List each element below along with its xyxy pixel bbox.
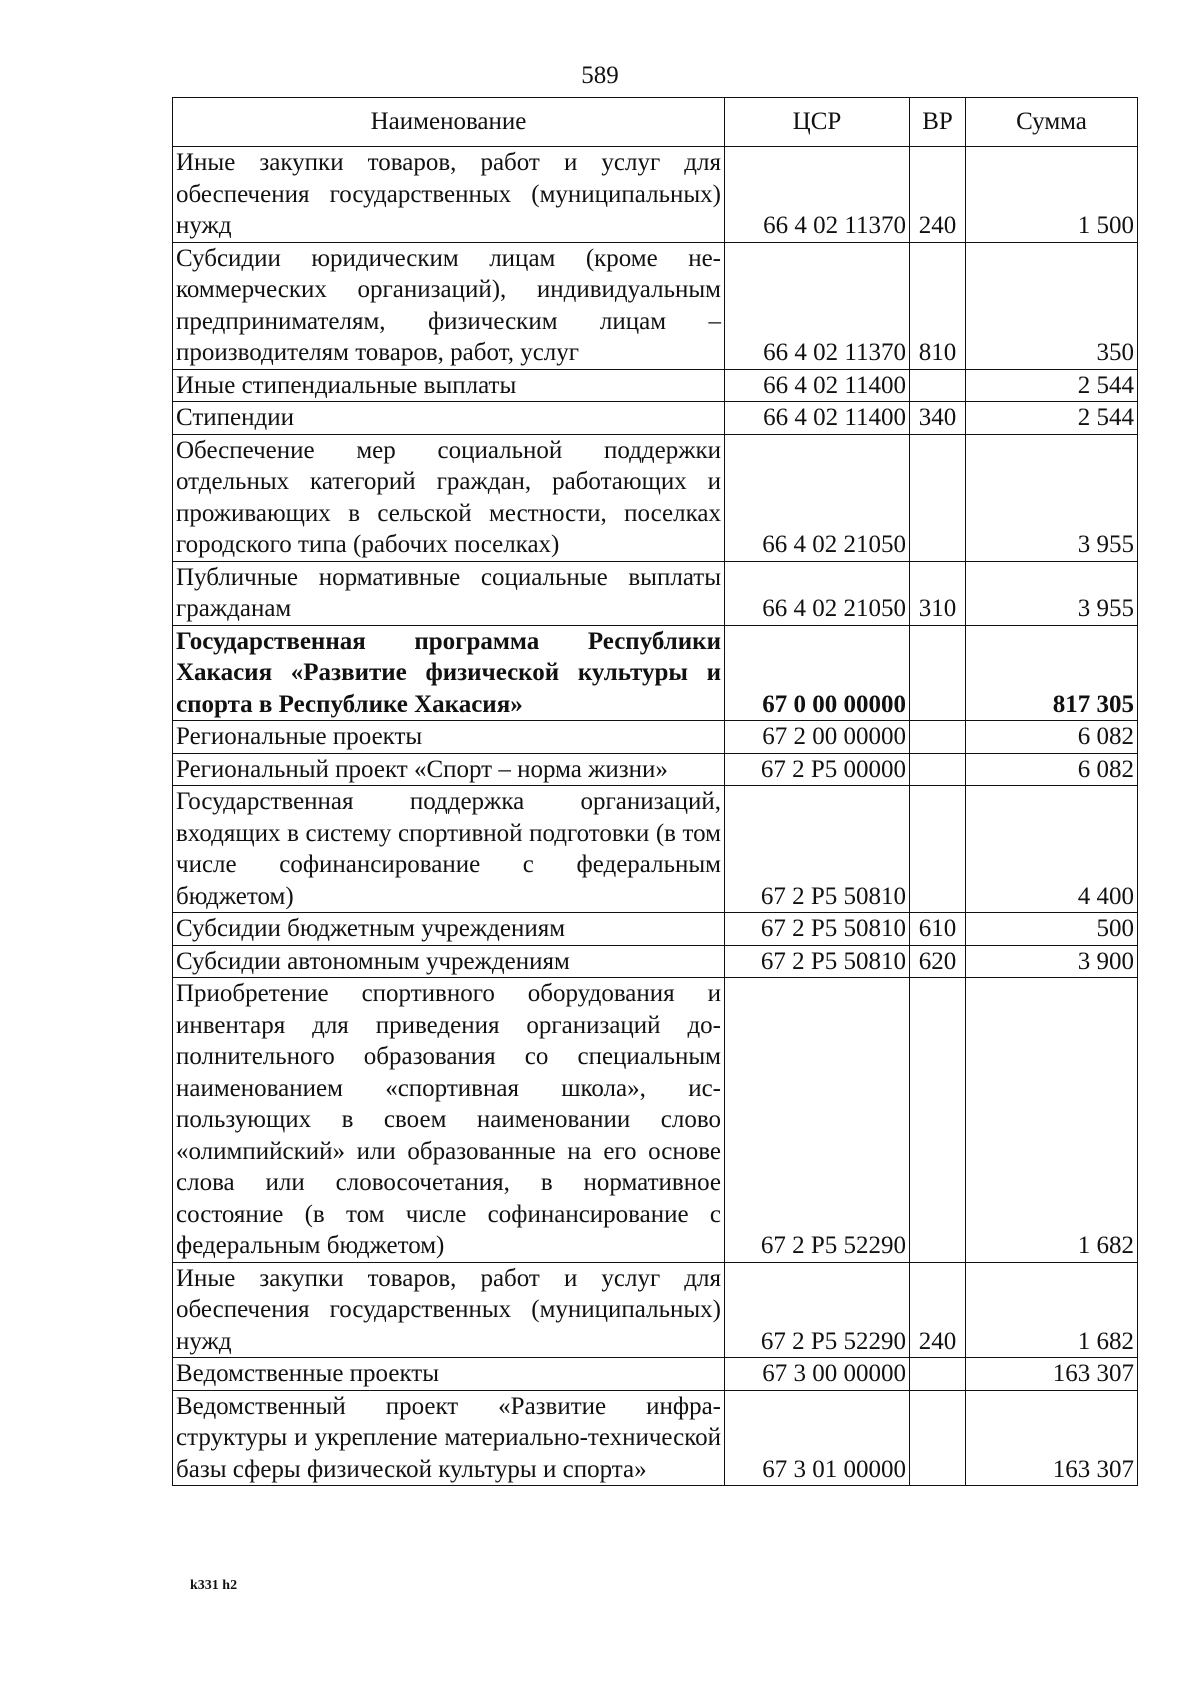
cell-sum: 350 (966, 242, 1138, 369)
cell-csr: 66 4 02 11400 (725, 369, 910, 402)
cell-name: Публичные нормативные социальные выплаты гражданам (173, 561, 725, 625)
cell-vr (910, 434, 966, 561)
table-header-row (173, 98, 1138, 147)
table-row (173, 369, 1138, 402)
cell-name: Ведомственный проект «Развитие инфраструктуры и укрепление материально-технической базы сферы физической культуры и спорта» (173, 1390, 725, 1486)
cell-name: Иные закупки товаров, работ и услуг для обеспечения государственных (муниципальных) нужд (173, 1262, 725, 1358)
cell-vr: 810 (910, 242, 966, 369)
table-row (173, 625, 1138, 721)
cell-name: Субсидии бюджетным учреждениям (173, 913, 725, 946)
cell-sum: 817 305 (966, 625, 1138, 721)
cell-vr (910, 369, 966, 402)
cell-csr: 66 4 02 11400 (725, 402, 910, 435)
cell-vr: 610 (910, 913, 966, 946)
cell-vr: 340 (910, 402, 966, 435)
table-row (173, 945, 1138, 978)
table-row (173, 434, 1138, 561)
cell-sum: 2 544 (966, 369, 1138, 402)
cell-csr: 66 4 02 11370 (725, 242, 910, 369)
page-number: 589 (581, 62, 619, 89)
cell-csr: 67 2 P5 52290 (725, 978, 910, 1263)
cell-name: Стипендии (173, 402, 725, 435)
table-row (173, 1390, 1138, 1486)
table-row (173, 753, 1138, 786)
cell-sum: 3 955 (966, 561, 1138, 625)
cell-sum: 1 682 (966, 1262, 1138, 1358)
cell-sum: 163 307 (966, 1390, 1138, 1486)
cell-csr: 67 0 00 00000 (725, 625, 910, 721)
cell-sum: 1 682 (966, 978, 1138, 1263)
cell-csr: 66 4 02 11370 (725, 147, 910, 243)
cell-sum: 3 955 (966, 434, 1138, 561)
footer-code: k331 h2 (190, 1578, 238, 1593)
cell-csr: 66 4 02 21050 (725, 434, 910, 561)
table-body (173, 147, 1138, 1486)
cell-sum: 2 544 (966, 402, 1138, 435)
cell-vr: 240 (910, 147, 966, 243)
cell-csr: 67 2 P5 52290 (725, 1262, 910, 1358)
cell-sum: 163 307 (966, 1358, 1138, 1391)
table-row (173, 721, 1138, 754)
cell-sum: 1 500 (966, 147, 1138, 243)
cell-sum: 6 082 (966, 753, 1138, 786)
cell-name: Государственная программа Республики Хакасия «Развитие физической культуры и спорта в Республике Хакасия» (173, 625, 725, 721)
header-sum: Сумма (966, 98, 1138, 147)
cell-csr: 67 3 01 00000 (725, 1390, 910, 1486)
table-row (173, 978, 1138, 1263)
cell-sum: 3 900 (966, 945, 1138, 978)
table-row (173, 913, 1138, 946)
cell-sum: 500 (966, 913, 1138, 946)
cell-vr (910, 978, 966, 1263)
cell-vr (910, 1358, 966, 1391)
cell-csr: 67 2 P5 00000 (725, 753, 910, 786)
cell-name: Иные закупки товаров, работ и услуг для обеспечения государственных (муниципальных) нужд (173, 147, 725, 243)
header-name: Наименование (173, 98, 725, 147)
cell-sum: 4 400 (966, 786, 1138, 913)
cell-csr: 66 4 02 21050 (725, 561, 910, 625)
cell-vr (910, 721, 966, 754)
table-row (173, 786, 1138, 913)
cell-vr (910, 1390, 966, 1486)
header-csr: ЦСР (725, 98, 910, 147)
cell-vr (910, 753, 966, 786)
table-row (173, 147, 1138, 243)
cell-name: Ведомственные проекты (173, 1358, 725, 1391)
budget-table (172, 97, 1138, 1486)
cell-name: Государственная поддержка организаций, входящих в систему спортивной подготовки (в том числе софинансирование с федеральным бюджетом) (173, 786, 725, 913)
cell-csr: 67 2 P5 50810 (725, 945, 910, 978)
cell-name: Региональные проекты (173, 721, 725, 754)
cell-vr (910, 625, 966, 721)
table-row (173, 1262, 1138, 1358)
table-row (173, 1358, 1138, 1391)
cell-vr: 310 (910, 561, 966, 625)
cell-name: Обеспечение мер социальной поддержки отдельных категорий граждан, работающих и проживающих в сельской местности, поселках городского типа (рабочих поселках) (173, 434, 725, 561)
cell-csr: 67 2 00 00000 (725, 721, 910, 754)
cell-name: Субсидии автономным учреждениям (173, 945, 725, 978)
cell-name: Субсидии юридическим лицам (кроме некоммерческих организаций), индивидуальным предпринимателям, физическим лицам – производителям товаров, работ, услуг (173, 242, 725, 369)
cell-csr: 67 2 P5 50810 (725, 913, 910, 946)
table-row (173, 402, 1138, 435)
cell-vr: 240 (910, 1262, 966, 1358)
cell-csr: 67 3 00 00000 (725, 1358, 910, 1391)
cell-name: Иные стипендиальные выплаты (173, 369, 725, 402)
cell-vr: 620 (910, 945, 966, 978)
cell-name: Приобретение спортивного оборудования и инвентаря для приведения организаций дополнительного образования со специальным наименованием «спортивная школа», использующих в своем наименовании слово «олимпийский» или образованные на его основе слова или словосочетания, в нормативное состояние (в том числе софинансирование с федеральным бюджетом) (173, 978, 725, 1263)
table-row (173, 242, 1138, 369)
table-row (173, 561, 1138, 625)
cell-sum: 6 082 (966, 721, 1138, 754)
cell-vr (910, 786, 966, 913)
cell-csr: 67 2 P5 50810 (725, 786, 910, 913)
header-vr: ВР (910, 98, 966, 147)
cell-name: Региональный проект «Спорт – норма жизни» (173, 753, 725, 786)
